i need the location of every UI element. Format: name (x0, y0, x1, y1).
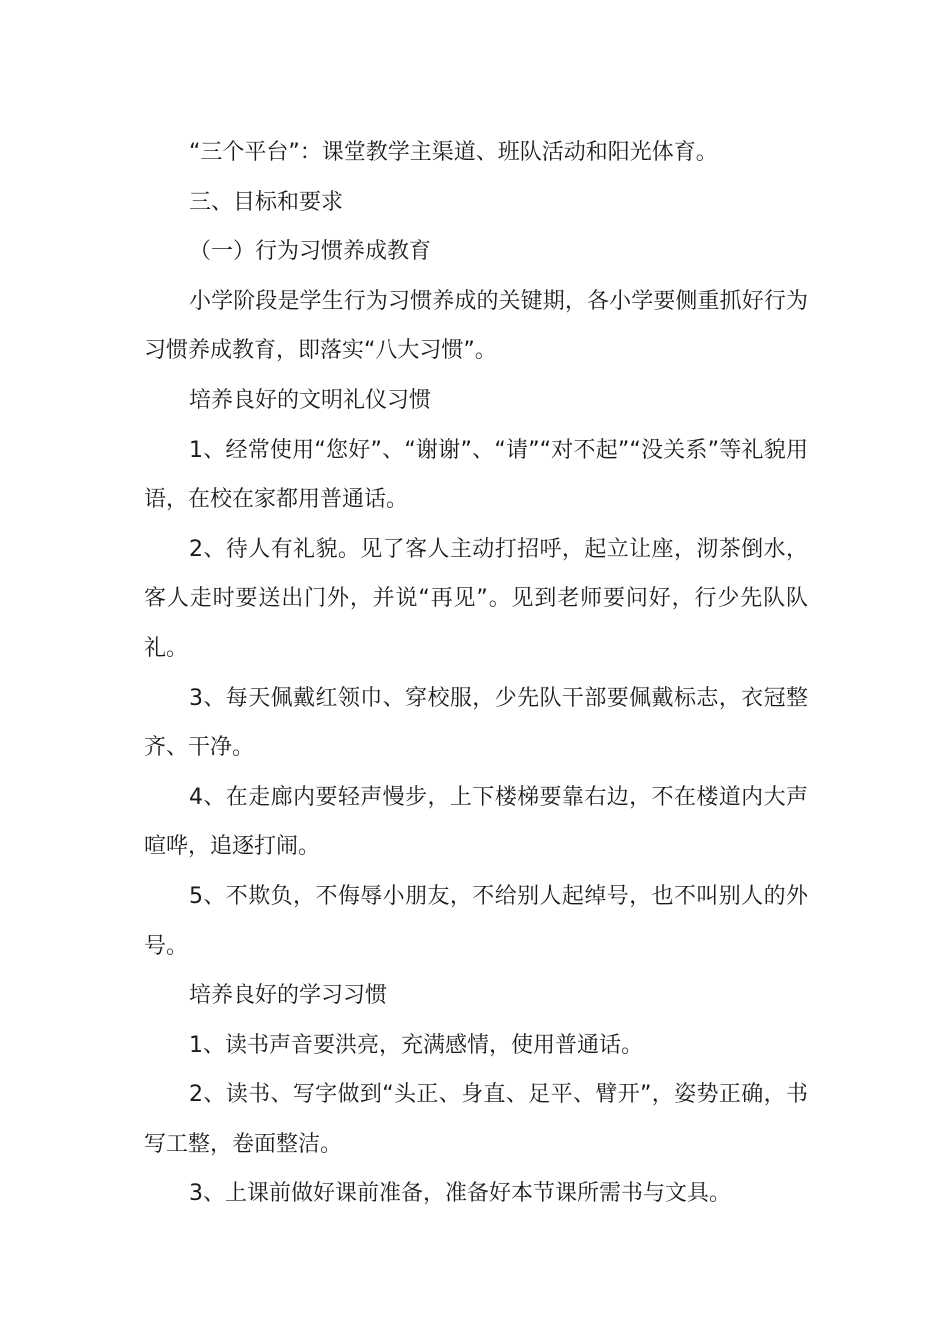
list-item-study-1: 1、读书声音要洪亮，充满感情，使用普通话。 (189, 1032, 643, 1058)
list-item-study-2: 2、读书、写字做到“头正、身直、足平、臂开”，姿势正确，书写工整，卷面整洁。 (144, 1082, 808, 1157)
subsection-heading-behavior: （一）行为习惯养成教育 (189, 239, 432, 265)
list-item-study-3: 3、上课前做好课前准备，准备好本节课所需书与文具。 (189, 1181, 731, 1207)
heading-etiquette-habits: 培养良好的文明礼仪习惯 (189, 387, 432, 413)
document-body (144, 128, 808, 1219)
paragraph-platforms: “三个平台”：课堂教学主渠道、班队活动和阳光体育。 (189, 140, 718, 165)
section-heading-goals: 三、目标和要求 (189, 189, 344, 215)
list-item-etiquette-1: 1、经常使用“您好”、“谢谢”、“请”“对不起”“没关系”等礼貌用语，在校在家都用普通话。 (144, 437, 808, 513)
list-item-etiquette-3: 3、每天佩戴红领巾、穿校服，少先队干部要佩戴标志，衣冠整齐、干净。 (144, 685, 808, 761)
list-item-etiquette-2: 2、待人有礼貌。见了客人主动打招呼，起立让座，沏茶倒水，客人走时要送出门外，并说“再见”。见到老师要问好，行少先队队礼。 (144, 536, 808, 661)
list-item-etiquette-4: 4、在走廊内要轻声慢步，上下楼梯要靠右边，不在楼道内大声喧哗，追逐打闹。 (144, 784, 808, 860)
heading-study-habits: 培养良好的学习习惯 (189, 983, 388, 1009)
paragraph-intro: 小学阶段是学生行为习惯养成的关键期，各小学要侧重抓好行为习惯养成教育，即落实“八大习惯”。 (144, 288, 808, 364)
list-item-etiquette-5: 5、不欺负，不侮辱小朋友，不给别人起绰号，也不叫别人的外号。 (144, 883, 808, 959)
